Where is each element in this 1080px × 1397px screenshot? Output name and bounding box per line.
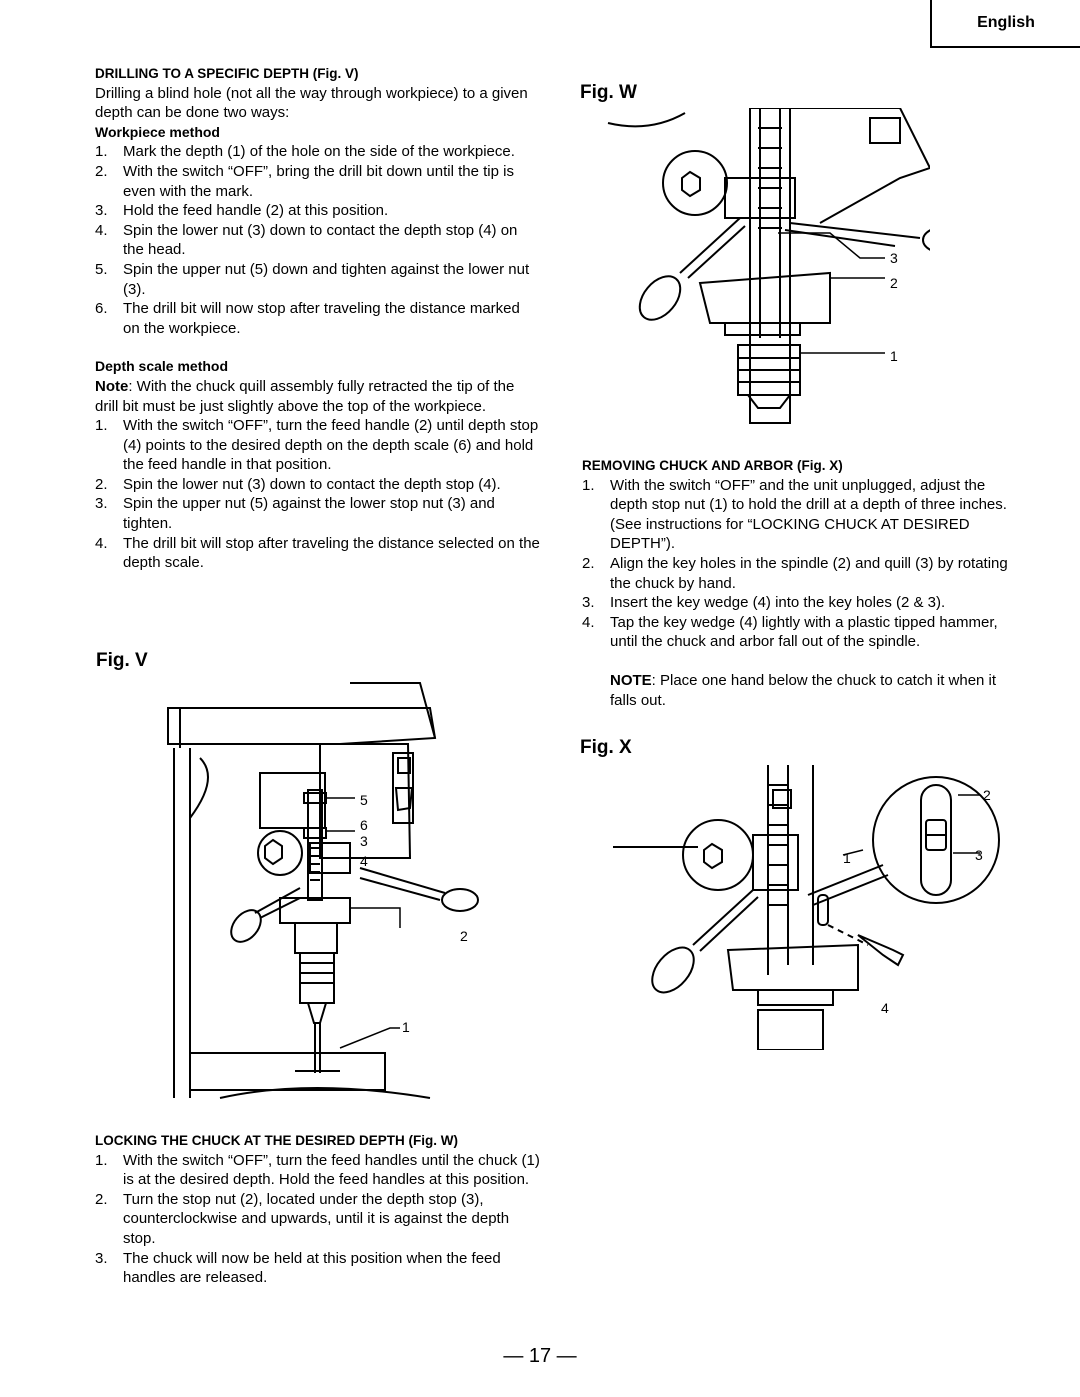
drilling-heading: DRILLING TO A SPECIFIC DEPTH (Fig. V)	[95, 66, 359, 81]
list-item: 3. The chuck will now be held at this position when the feed handles are released.	[95, 1249, 501, 1287]
list-item: 2. Turn the stop nut (2), located under the depth stop (3), counterclockwise and upwards, until it is against the depth stop.	[95, 1190, 510, 1247]
list-item: 4. Tap the key wedge (4) lightly with a plastic tipped hammer, until the chuck and arbor fall out of the spindle.	[582, 613, 998, 651]
removing-note: NOTE: Place one hand below the chuck to catch it when it falls out.	[610, 671, 997, 709]
depth-note: Note: With the chuck quill assembly fully retracted the tip of the drill bit must be just slightly above the top of the workpiece.	[95, 377, 515, 415]
fig-x-label: 2	[983, 787, 991, 803]
workpiece-steps	[95, 142, 540, 338]
drilling-intro: Drilling a blind hole (not all the way through workpiece) to a given depth can be done two ways:	[95, 84, 528, 122]
language-label: English	[977, 14, 1035, 31]
removing-steps	[582, 476, 1022, 652]
removing-section	[582, 456, 1022, 710]
locking-heading: LOCKING THE CHUCK AT THE DESIRED DEPTH (Fig. W)	[95, 1133, 458, 1148]
fig-w-label: 1	[890, 348, 898, 364]
fig-v-label: 6	[360, 817, 368, 833]
fig-w-illustration	[600, 108, 930, 438]
list-item: 3. Hold the feed handle (2) at this position.	[95, 202, 389, 220]
fig-w-label: 2	[890, 275, 898, 291]
fig-v-label: 2	[460, 928, 468, 944]
removing-heading: REMOVING CHUCK AND ARBOR (Fig. X)	[582, 458, 843, 473]
fig-x-title: Fig. X	[580, 737, 632, 758]
list-item: 6. The drill bit will now stop after traveling the distance marked on the workpiece.	[95, 300, 520, 337]
fig-x-label: 1	[843, 850, 851, 866]
list-item: 3. Spin the upper nut (5) against the lower stop nut (3) and tighten.	[95, 495, 495, 533]
list-item: 4. Spin the lower nut (3) down to contact the depth stop (4) on the head.	[95, 221, 518, 259]
drilling-section	[95, 64, 540, 573]
language-tab	[930, 0, 1080, 48]
fig-v-title: Fig. V	[96, 650, 148, 671]
list-item: 2. Spin the lower nut (3) down to contact the depth stop (4).	[95, 475, 501, 493]
list-item: 5. Spin the upper nut (5) down and tighten against the lower nut (3).	[95, 260, 530, 298]
fig-v-label: 1	[402, 1019, 410, 1035]
list-item: 1. Mark the depth (1) of the hole on the side of the workpiece.	[95, 143, 515, 161]
fig-x-label: 4	[881, 1000, 889, 1016]
fig-x-label: 3	[975, 847, 983, 863]
fig-v-illustration	[160, 678, 490, 1118]
depth-scale-heading: Depth scale method	[95, 358, 229, 375]
list-item: 2. With the switch “OFF”, bring the drill bit down until the tip is even with the mark.	[95, 162, 514, 200]
fig-v-label: 3	[360, 833, 368, 849]
list-item: 4. The drill bit will stop after traveling the distance selected on the depth scale.	[95, 534, 540, 572]
workpiece-method-heading: Workpiece method	[95, 123, 220, 140]
list-item: 2. Align the key holes in the spindle (2) and quill (3) by rotating the chuck by hand.	[582, 554, 1008, 592]
list-item: 1. With the switch “OFF”, turn the feed handle (2) until depth stop (4) points to the desired depth on the depth scale (6) and hold the feed handle in that position.	[95, 417, 539, 474]
list-item: 3. Insert the key wedge (4) into the key holes (2 & 3).	[582, 594, 946, 612]
fig-v-label: 5	[360, 792, 368, 808]
locking-section	[95, 1131, 540, 1288]
page-number: — 17 —	[503, 1345, 577, 1367]
list-item: 1. With the switch “OFF”, turn the feed handles until the chuck (1) is at the desired depth. Hold the feed handles at this position.	[95, 1151, 540, 1189]
fig-w-label: 3	[890, 250, 898, 266]
fig-v-label: 4	[360, 853, 368, 869]
locking-steps	[95, 1151, 540, 1288]
fig-w-title: Fig. W	[580, 82, 637, 103]
depth-steps	[95, 416, 540, 573]
list-item: 1. With the switch “OFF” and the unit unplugged, adjust the depth stop nut (1) to hold the drill at a depth of three inches. (See instructions for “LOCKING CHUCK AT DESIRED DEPTH”).	[582, 476, 1007, 553]
fig-x-illustration	[608, 765, 1003, 1050]
